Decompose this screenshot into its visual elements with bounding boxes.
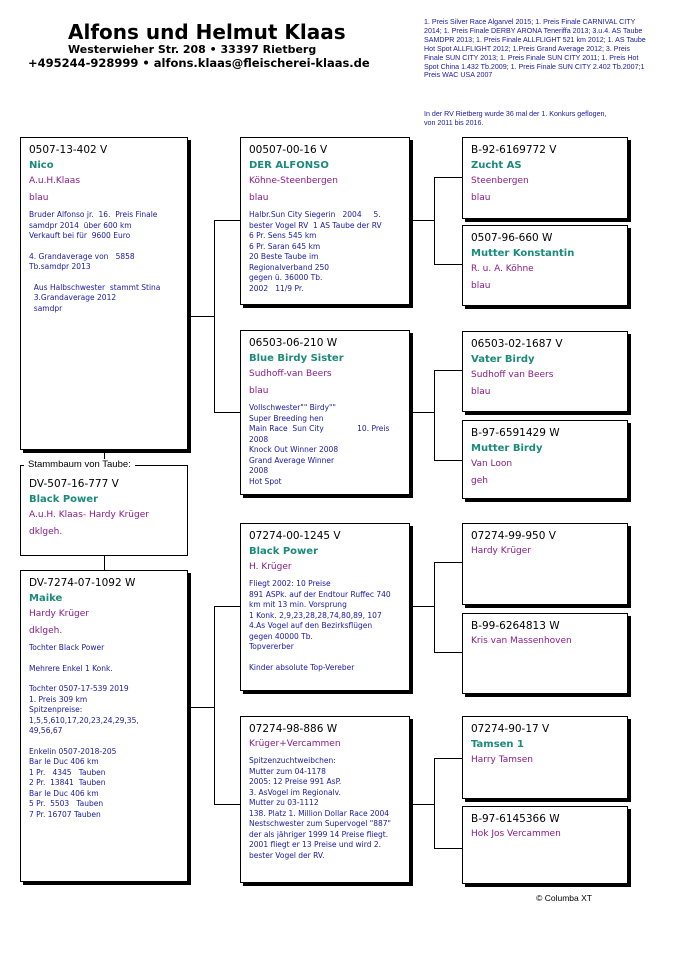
note-line: Fliegt 2002: 10 Preise [249, 579, 331, 588]
note-line: 1,5,5,610,17,20,23,24,29,35, [29, 715, 139, 725]
note-line: 2008 [249, 466, 269, 475]
ring-number: 0507-96-660 W [471, 232, 553, 244]
pigeon-card-sire-dam[interactable] [240, 330, 410, 495]
color-label: blau [471, 281, 491, 291]
pigeon-name: Vater Birdy [471, 354, 535, 365]
note-line: 1 Pr. 4345 Tauben [29, 767, 106, 777]
connector-line [214, 220, 215, 412]
note-line: bester Vogel RV 1 AS Taube der RV [249, 220, 382, 230]
ring-number: 06503-02-1687 V [471, 338, 563, 350]
pigeon-name: Maike [29, 593, 63, 604]
note-line [29, 273, 179, 283]
note-line: 3. AsVogel im Regionalv. [249, 787, 341, 797]
connector-line [434, 562, 435, 652]
breeder-label: H. Krüger [249, 562, 292, 572]
pigeon-notes [249, 756, 401, 861]
note-line: 6 Pr. Sens 545 km [249, 231, 317, 240]
color-label: blau [249, 386, 269, 396]
note-line: Regionalverband 250 [249, 262, 330, 272]
breeder-label: Steenbergen [471, 176, 529, 186]
ring-number: 0507-13-402 V [29, 144, 108, 156]
note-line: samdpr 2014 über 600 km [29, 220, 132, 230]
note-line: Tb.samdpr 2013 [29, 262, 91, 271]
note-line: 1 Konk. 2,9,23,28,28,74,80,89, 107 [249, 610, 382, 620]
pigeon-card-ddd[interactable] [462, 806, 628, 884]
note-line: Bar le Duc 406 km [29, 788, 99, 798]
note-line: gegen 40000 Tb. [249, 631, 313, 641]
ring-number: B-92-6169772 V [471, 144, 557, 156]
pigeon-card-sdd[interactable] [462, 420, 628, 499]
breeder-label: Hardy Krüger [29, 609, 89, 619]
breeder-label: Krüger+Vercammen [249, 739, 341, 749]
pigeon-card-sire[interactable] [20, 137, 188, 450]
note-line: 49,56,67 [29, 726, 63, 735]
achievements-text: 1. Preis Silver Race Algarvel 2015; 1. Preis Finale CARNIVAL CITY 2014; 1. Preis Finale DERBY ARONA Teneriffa 2013; 3.u.4. AS Taube SAMDPR 2013; 1. Preis Finale ALLFLIGHT 521 km 2012; 1. AS Taube Hot Spot ALLFLIGHT 2012; 1.Preis Grand Average 2012; 3. Preis Finale SUN CITY 2013; 1. Preis Finale SUN CITY 2011; 1. Preis Hot Spot China 1.432 Tb.2009; 1. Preis Finale SUN CITY 2.402 Tb.2007;1 Preis WAC USA 2007 [424, 18, 646, 80]
breeder-label: Harry Tamsen [471, 755, 533, 765]
note-line [29, 674, 179, 684]
note-line: bester Vogel der RV. [249, 850, 325, 860]
ring-number: 06503-06-210 W [249, 337, 338, 349]
pigeon-name: Tamsen 1 [471, 739, 524, 750]
connector-line [434, 177, 435, 264]
note-line [29, 242, 179, 252]
connector-line [410, 804, 434, 805]
connector-line [434, 177, 462, 178]
ring-number: DV-7274-07-1092 W [29, 577, 136, 589]
pigeon-name: Nico [29, 160, 54, 171]
note-line: Mehrere Enkel 1 Konk. [29, 663, 113, 673]
pigeon-notes [249, 579, 401, 673]
ring-number: B-97-6591429 W [471, 427, 560, 439]
color-label: blau [29, 193, 49, 203]
ring-number: 07274-98-886 W [249, 723, 338, 735]
breeder-label: A.u.H.Klaas [29, 176, 81, 186]
pigeon-card-dam[interactable] [20, 570, 188, 882]
breeder-name: Alfons und Helmut Klaas [68, 20, 346, 44]
note-line: gegen ü. 36000 Tb. [249, 273, 323, 282]
pigeon-name: Black Power [249, 546, 319, 557]
pigeon-card-dam-dam[interactable] [240, 716, 410, 883]
note-line: Main Race Sun City 10. Preis [249, 424, 390, 433]
note-line: 2002 11/9 Pr. [249, 283, 304, 293]
connector-line [434, 848, 462, 849]
ring-number: 07274-00-1245 V [249, 530, 341, 542]
note-line: Vollschwester"" Birdy"" [249, 403, 336, 412]
connector-line [434, 264, 462, 265]
color-label: blau [471, 387, 491, 397]
subject-pigeon-box[interactable] [20, 465, 188, 556]
note-line: 2005: 12 Preise 991 AsP. [249, 777, 342, 786]
note-line: Bar le Duc 406 km [29, 757, 99, 766]
note-line: Spitzenpreise: [29, 705, 83, 714]
ring-number: DV-507-16-777 V [29, 478, 119, 490]
pigeon-notes [29, 210, 179, 314]
connector-line [410, 220, 434, 221]
pigeon-card-dds[interactable] [462, 716, 628, 799]
note-line: Enkelin 0507-2018-205 [29, 746, 117, 756]
connector-line [434, 370, 435, 460]
note-line: Grand Average Winner [249, 455, 335, 465]
breeder-label: Van Loon [471, 459, 513, 469]
note-line: 20 Beste Taube im [249, 252, 319, 261]
breeder-label: Hardy Krüger [471, 546, 531, 556]
note-line: Mutter zu 03-1112 [249, 798, 319, 807]
pigeon-name: DER ALFONSO [249, 160, 329, 171]
note-line: 2001 fliegt er 13 Preise und wird 2. [249, 840, 382, 849]
footer-copyright: © Columba XT [536, 893, 592, 903]
note-line [29, 737, 179, 747]
note-line: Tochter 0507-17-539 2019 [29, 684, 129, 693]
breeder-address: Westerwieher Str. 208 • 33397 Rietberg [68, 43, 317, 56]
breeder-label: Köhne-Steenbergen [249, 176, 338, 186]
connector-line [214, 606, 240, 607]
connector-line [410, 606, 434, 607]
pigeon-name: Mutter Birdy [471, 443, 543, 454]
color-label: geh [471, 476, 488, 486]
connector-line [434, 562, 462, 563]
pigeon-card-ssd[interactable] [462, 225, 628, 306]
color-label: dklgeh. [29, 626, 63, 636]
note-line: 5 Pr. 5503 Tauben [29, 799, 104, 808]
note-line: 1. Preis 309 km [29, 694, 88, 704]
pigeon-card-sds[interactable] [462, 331, 628, 412]
color-label: blau [471, 193, 491, 203]
note-line: Knock Out Winner 2008 [249, 445, 339, 454]
connector-line [188, 316, 214, 317]
pedigree-title: Stammbaum von Taube: [24, 459, 135, 470]
note-line: 891 ASPk. auf der Endtour Ruffec 740 [249, 589, 391, 599]
breeder-label: R. u. A. Köhne [471, 264, 534, 274]
pigeon-name: Blue Birdy Sister [249, 353, 344, 364]
note-line: Bruder Alfonso jr. 16. Preis Finale [29, 210, 158, 219]
connector-line [214, 804, 240, 805]
note-line: Hot Spot [249, 476, 282, 486]
connector-line [434, 652, 462, 653]
connector-line [104, 556, 105, 570]
connector-line [214, 412, 240, 413]
ring-number: 07274-99-950 V [471, 530, 556, 542]
pigeon-name: Mutter Konstantin [471, 248, 575, 259]
breeder-label: A.u.H. Klaas- Hardy Krüger [29, 510, 149, 520]
note-line: 7 Pr. 16707 Tauben [29, 809, 101, 819]
note-line: Nestschwester zum Supervogel "887" [249, 819, 391, 828]
note-line: Verkauft bei für 9600 Euro [29, 231, 131, 240]
pigeon-card-dss[interactable] [462, 523, 628, 605]
note-line: Kinder absolute Top-Vereber [249, 662, 355, 672]
note-line: 4.As Vogel auf den Bezirksflügen [249, 621, 373, 630]
ring-number: 07274-90-17 V [471, 723, 550, 735]
pigeon-notes [249, 210, 401, 294]
connector-line [434, 460, 462, 461]
connector-line [188, 707, 214, 708]
note-line: Tochter Black Power [29, 643, 105, 652]
note-line [249, 653, 401, 663]
ring-number: B-99-6264813 W [471, 620, 560, 632]
breeder-label: Sudhoff-van Beers [249, 369, 332, 379]
ring-number: 00507-00-16 V [249, 144, 328, 156]
note-line: km mit 13 min. Vorsprung [249, 600, 347, 609]
note-line: Topvererber [249, 642, 294, 651]
note-line: 6 Pr. Saran 645 km [249, 241, 321, 251]
pigeon-card-dam-sire[interactable] [240, 523, 410, 691]
note-line: Spitzenzuchtweibchen: [249, 756, 336, 765]
note-line: 4. Grandaverage von 5858 [29, 251, 135, 261]
breeder-contact: +495244-928999 • alfons.klaas@fleischerei-klaas.de [28, 56, 370, 70]
pigeon-card-dsd[interactable] [462, 613, 628, 694]
color-label: dklgeh. [29, 527, 63, 537]
pigeon-notes [249, 403, 401, 487]
connector-line [434, 370, 462, 371]
note-line: Halbr.Sun City Siegerin 2004 5. [249, 210, 381, 219]
color-label: blau [249, 193, 269, 203]
pigeon-name: Black Power [29, 494, 99, 505]
breeder-label: Sudhoff van Beers [471, 370, 554, 380]
note-line: Super Breeding hen [249, 413, 324, 423]
connector-line [410, 412, 434, 413]
pigeon-card-sire-sire[interactable] [240, 137, 410, 305]
ring-number: B-97-6145366 W [471, 813, 560, 825]
connector-line [214, 606, 215, 804]
note-line: 138. Platz 1. Million Dollar Race 2004 [249, 808, 390, 818]
pigeon-card-sss[interactable] [462, 137, 628, 219]
note-line: Mutter zum 04-1178 [249, 766, 326, 776]
pigeon-name: Zucht AS [471, 160, 522, 171]
connector-line [214, 220, 240, 221]
note-line: 3.Grandaverage 2012 [29, 293, 117, 302]
note-line: samdpr [29, 303, 63, 313]
note-line: der als jähriger 1999 14 Preise fliegt. [249, 829, 389, 839]
note-line [29, 654, 179, 664]
connector-line [434, 758, 462, 759]
breeder-label: Hok Jos Vercammen [471, 829, 561, 839]
note-line: 2008 [249, 434, 269, 444]
note-line: Aus Halbschwester stammt Stina [29, 282, 161, 292]
breeder-label: Kris van Massenhoven [471, 636, 572, 646]
rv-note-text: In der RV Rietberg wurde 36 mal der 1. Konkurs geflogen, von 2011 bis 2016. [424, 110, 607, 127]
pigeon-notes [29, 643, 179, 820]
note-line: 2 Pr. 13841 Tauben [29, 778, 106, 787]
connector-line [434, 758, 435, 848]
